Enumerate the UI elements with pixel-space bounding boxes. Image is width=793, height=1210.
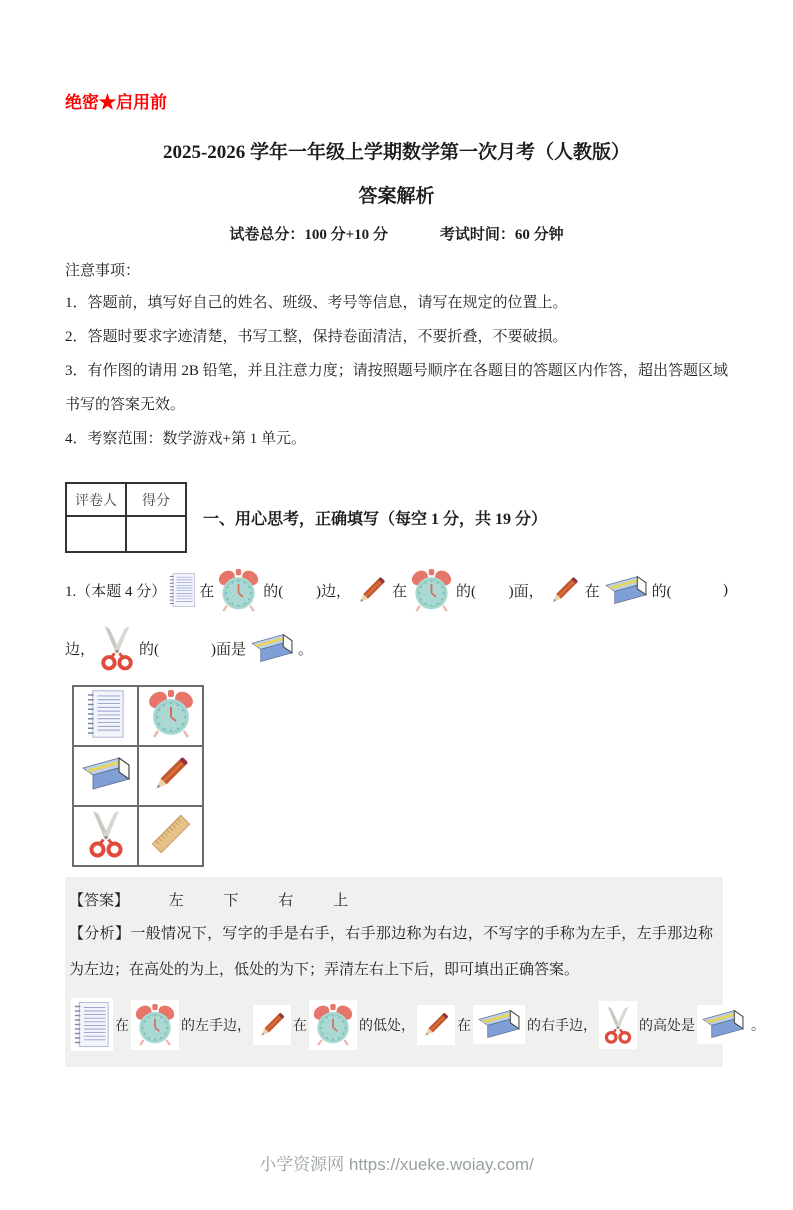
grid-cell-pencil	[138, 746, 203, 806]
question-1-prefix: 1.（本题 4 分）	[65, 583, 167, 600]
answer-item-4: 上	[333, 893, 349, 909]
alarm-clock-icon	[147, 689, 195, 739]
question-1-text: 的(	[455, 583, 476, 600]
alarm-clock-tile	[131, 1000, 179, 1050]
grid-cell-eraser	[73, 746, 138, 806]
ruler-icon	[148, 811, 194, 857]
answer-line	[69, 889, 713, 910]
notice-item-4: 4．考察范围：数学游戏+第 1 单元。	[65, 431, 306, 447]
question-1-text: 的(	[651, 583, 672, 600]
objects-grid-table	[72, 685, 204, 867]
pencil-icon	[420, 1008, 452, 1042]
notebook-icon	[169, 568, 196, 612]
exam-title: 2025-2026 学年一年级上学期数学第一次月考（人教版）	[162, 142, 631, 163]
notices-heading: 注意事项：	[65, 263, 141, 279]
scissors-icon	[602, 1004, 634, 1046]
example-text: 在	[115, 1018, 129, 1034]
answer-key-subtitle: 答案解析	[358, 186, 435, 207]
question-1-text: 在	[199, 583, 215, 600]
total-score-text: 试卷总分：100 分+10 分	[229, 227, 388, 243]
question-1-text: 的(	[263, 583, 284, 600]
site-footer: 小学资源网 https://xueke.woiay.com/	[259, 1155, 534, 1174]
answer-item-2: 下	[223, 893, 239, 909]
alarm-clock-icon	[312, 1003, 354, 1047]
grader-header-cell: 评卷人	[66, 483, 126, 516]
analysis-paragraph	[69, 916, 713, 988]
pencil-tile	[253, 1005, 291, 1045]
question-1-line-2	[65, 621, 728, 675]
notebook-tile	[71, 998, 113, 1051]
pencil-icon	[149, 752, 193, 796]
question-1-text: )边，	[315, 583, 351, 600]
answer-item-3: 右	[278, 893, 294, 909]
eraser-icon	[603, 574, 649, 607]
alarm-clock-icon	[217, 568, 260, 613]
notice-item-3: 3．有作图的请用 2B 铅笔，并且注意力度；请按照题号顺序在各题目的答题区内作答，超出答题区域书写的答案无效。	[65, 363, 728, 413]
question-1-text: 在	[391, 583, 407, 600]
grid-cell-ruler	[138, 806, 203, 866]
score-blank-cell	[126, 516, 186, 552]
notices-section	[65, 256, 728, 456]
score-header-cell: 得分	[126, 483, 186, 516]
answer-analysis-block	[65, 877, 765, 1067]
exam-info-line	[65, 223, 728, 244]
example-text: 的右手边，	[527, 1018, 597, 1034]
analysis-text: 一般情况下，写字的手是右手，右手那边称为右边，不写字的手称为左手，左手那边称为左边；在高处的为上，低处的为下；弄清左右上下后，即可填出正确答案。	[69, 926, 713, 978]
eraser-icon	[80, 755, 132, 793]
alarm-clock-icon	[134, 1003, 176, 1047]
scissors-icon	[98, 625, 136, 671]
secrecy-label: 绝密★启用前	[65, 93, 167, 112]
eraser-icon	[249, 632, 295, 665]
answer-item-1: 左	[168, 893, 184, 909]
analysis-label: 【分析】	[69, 926, 131, 942]
question-1-text: 在	[584, 583, 600, 600]
alarm-clock-icon	[410, 568, 453, 613]
grader-blank-cell	[66, 516, 126, 552]
question-1-text: 。	[298, 641, 314, 658]
document-content	[0, 88, 793, 1067]
example-text: 的低处，	[359, 1018, 415, 1034]
example-text: 在	[293, 1018, 307, 1034]
example-text: 的左手边，	[181, 1018, 251, 1034]
question-1-text: 边，	[65, 641, 96, 658]
question-1-line-1	[65, 561, 728, 619]
example-text: 的高处是	[639, 1018, 695, 1034]
pencil-icon	[547, 572, 582, 609]
alarm-clock-tile	[309, 1000, 357, 1050]
eraser-tile	[473, 1005, 525, 1044]
eraser-icon	[476, 1008, 522, 1041]
scissors-icon	[86, 810, 126, 858]
pencil-icon	[256, 1008, 288, 1042]
pencil-tile	[417, 1005, 455, 1045]
section-1-title: 一、用心思考，正确填写（每空 1 分，共 19 分）	[203, 511, 548, 528]
score-section-row	[65, 482, 728, 553]
example-text: 。	[751, 1018, 765, 1034]
analysis-example-line	[69, 998, 765, 1051]
eraser-icon	[700, 1008, 746, 1041]
answer-label: 【答案】	[69, 893, 130, 909]
question-1-text: )面是	[211, 641, 247, 658]
grid-cell-notebook	[73, 686, 138, 746]
question-1-text: )面，	[508, 583, 544, 600]
grid-cell-scissors	[73, 806, 138, 866]
notice-item-2: 2．答题时要求字迹清楚，书写工整，保持卷面清洁，不要折叠，不要破损。	[65, 329, 568, 345]
example-text: 在	[457, 1018, 471, 1034]
notebook-icon	[74, 1001, 110, 1048]
notebook-icon	[87, 689, 125, 739]
grid-cell-alarm-clock	[138, 686, 203, 746]
pencil-icon	[354, 572, 389, 609]
grader-score-table	[65, 482, 187, 553]
question-1-text: )	[723, 581, 728, 598]
question-1-text: 的(	[139, 641, 160, 658]
scissors-tile	[599, 1001, 637, 1049]
exam-time-text: 考试时间：60 分钟	[439, 227, 564, 243]
eraser-tile	[697, 1005, 749, 1044]
notice-item-1: 1．答题前，填写好自己的姓名、班级、考号等信息，请写在规定的位置上。	[65, 295, 568, 311]
exam-answer-page	[0, 88, 793, 1210]
